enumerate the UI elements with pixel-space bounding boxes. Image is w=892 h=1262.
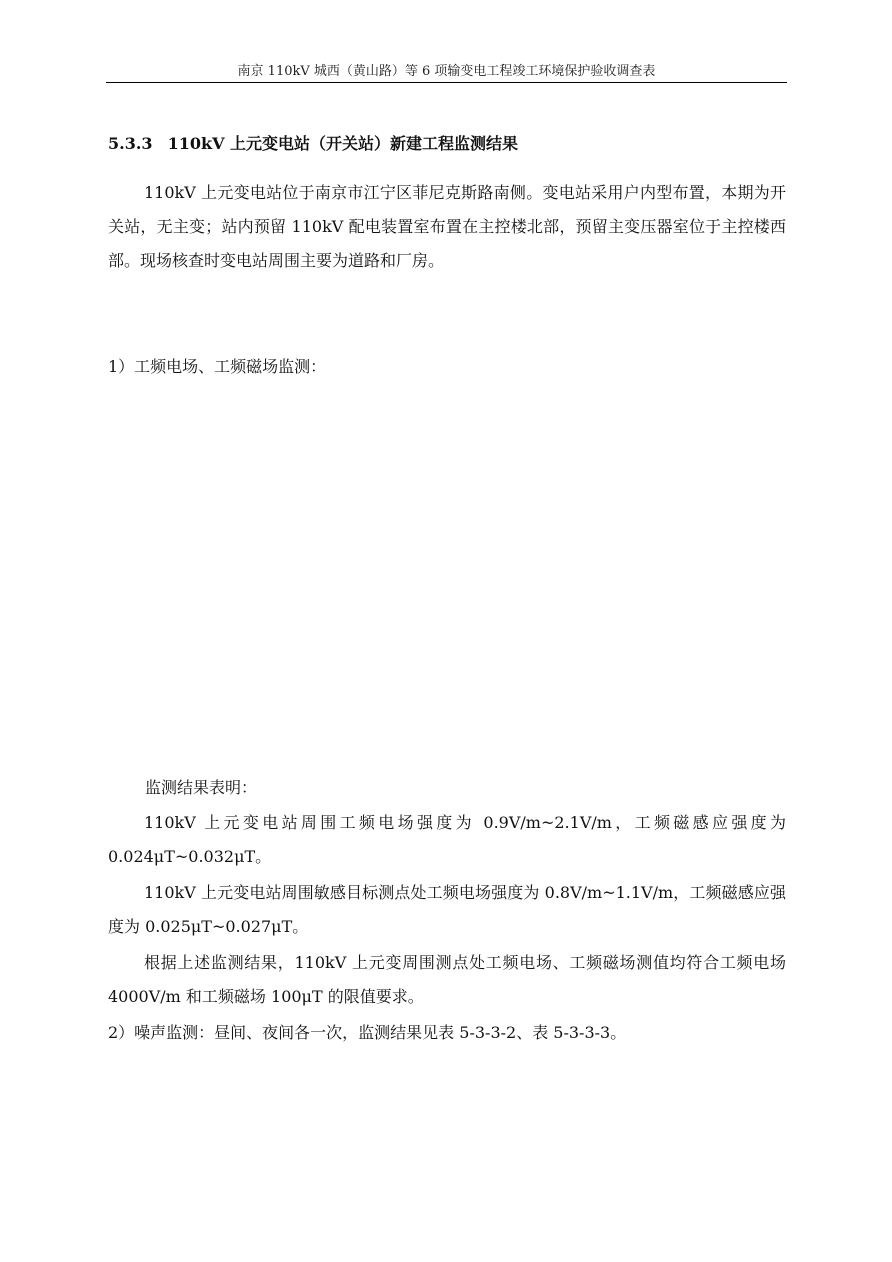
section-title: 110kV 上元变电站（开关站）新建工程监测结果 [167, 134, 519, 153]
section-number: 5.3.3 [108, 134, 153, 153]
item1-heading: 1）工频电场、工频磁场监测： [108, 357, 327, 376]
results-paragraph-3: 根据上述监测结果，110kV 上元变周围测点处工频电场、工频磁场测值均符合工频电场 4000V/m 和工频磁场 100μT 的限值要求。 [108, 953, 786, 1006]
results-heading: 监测结果表明： [145, 778, 258, 797]
results-paragraph-1: 110kV 上元变电站周围工频电场强度为 0.9V/m~2.1V/m，工频磁感应强度为 0.024μT~0.032μT。 [108, 813, 786, 866]
header-divider [106, 82, 787, 83]
intro-paragraph: 110kV 上元变电站位于南京市江宁区菲尼克斯路南侧。变电站采用户内型布置，本期为开关站，无主变；站内预留 110kV 配电装置室布置在主控楼北部，预留主变压器室位于主控楼西部。现场核查时变电站周围主要为道路和厂房。 [108, 183, 786, 270]
results-paragraph-2: 110kV 上元变电站周围敏感目标测点处工频电场强度为 0.8V/m~1.1V/m，工频磁感应强度为 0.025μT~0.027μT。 [108, 883, 786, 936]
page-header: 南京 110kV 城西（黄山路）等 6 项输变电工程竣工环境保护验收调查表 [237, 64, 656, 79]
section-heading [108, 133, 518, 155]
item2-heading: 2）噪声监测：昼间、夜间各一次，监测结果见表 5-3-3-2、表 5-3-3-3。 [108, 1023, 627, 1042]
